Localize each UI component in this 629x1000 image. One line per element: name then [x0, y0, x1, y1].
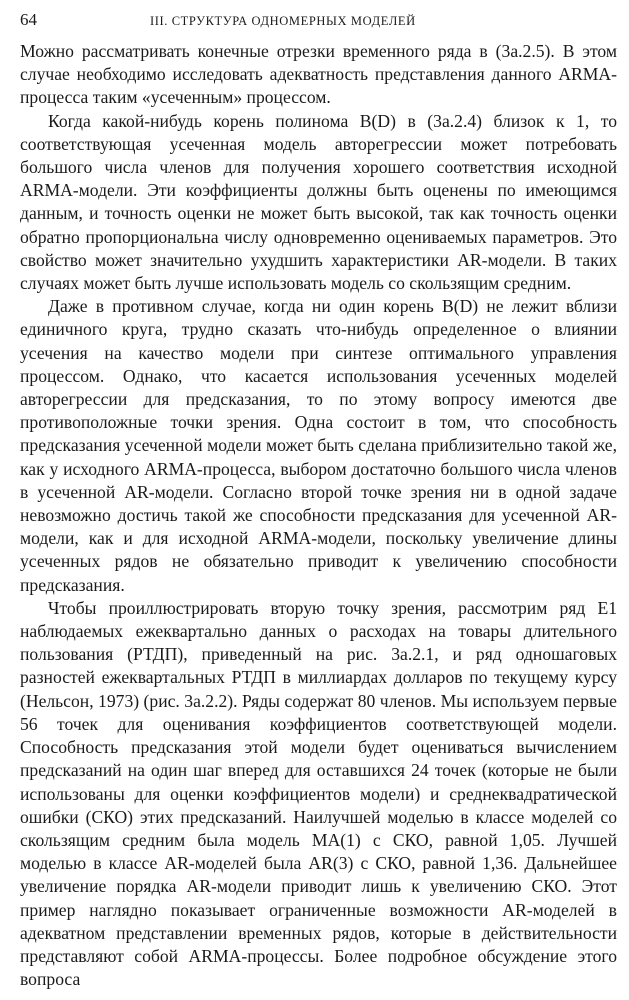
- paragraph-4: Чтобы проиллюстрировать вторую точку зрения, рассмотрим ряд E1 наблюдаемых ежеквартально данных о расходах на товары длительного пользования (РТДП), приведенный на рис. 3а.2.1, и ряд одношаговых разностей ежеквартальных РТДП в миллиардах долларов по текущему курсу (Нельсон, 1973) (рис. 3а.2.2). Ряды содержат 80 членов. Мы используем первые 56 точек для оценивания коэффициентов соответствующей модели. Способность предсказания этой модели будет оцениваться вычислением предсказаний на один шаг вперед для оставшихся 24 точек (которые не были использованы для оценки коэффициентов модели) и среднеквадратической ошибки (СКО) этих предсказаний. Наилучшей моделью в классе моделей со скользящим средним была модель MA(1) с СКО, равной 1,05. Лучшей моделью в классе AR-моделей была AR(3) с СКО, равной 1,36. Дальнейшее увеличение порядка AR-модели приводит лишь к увеличению СКО. Этот пример наглядно показывает ограниченные возможности AR-моделей в адекватном представлении временных рядов, которые в действительности представляют собой ARMA-процессы. Более подробное обсуждение этого вопроса: [20, 597, 617, 990]
- paragraph-3: Даже в противном случае, когда ни один корень B(D) не лежит вблизи единичного круга, трудно сказать что-нибудь определенное о влиянии усечения на качество модели при синтезе оптимального управления процессом. Однако, что касается использования усеченных моделей авторегрессии для предсказания, то по этому вопросу имеются две противоположные точки зрения. Одна состоит в том, что способность предсказания усеченной модели может быть сделана приблизительно такой же, как у исходного ARMA-процесса, выбором достаточно большого числа членов в усеченной AR-модели. Согласно второй точке зрения ни в одной задаче невозможно достичь такой же способности предсказания для усеченной AR-модели, как и для исходной ARMA-модели, поскольку увеличение длины усеченных рядов не обязательно приводит к увеличению способности предсказания.: [20, 296, 617, 595]
- body-text: [20, 40, 617, 991]
- page-header: [20, 10, 617, 40]
- page-number: 64: [20, 10, 37, 29]
- running-title: III. СТРУКТУРА ОДНОМЕРНЫХ МОДЕЛЕЙ: [150, 14, 416, 28]
- paragraph-2: Когда какой-нибудь корень полинома B(D) в (3а.2.4) близок к 1, то соответствующая усеченная модель авторегрессии может потребовать большого числа членов для получения хорошего соответствия исходной ARMA-модели. Эти коэффициенты должны быть оценены по имеющимся данным, и точность оценки не может быть высокой, так как точность оценки обратно пропорциональна числу одновременно оцениваемых параметров. Это свойство может значительно ухудшить характеристики AR-модели. В таких случаях может быть лучше использовать модель со скользящим средним.: [20, 110, 617, 294]
- paragraph-1: Можно рассматривать конечные отрезки временного ряда в (3а.2.5). В этом случае необходимо исследовать адекватность представления данного ARMA-процесса таким «усеченным» процессом.: [20, 41, 617, 108]
